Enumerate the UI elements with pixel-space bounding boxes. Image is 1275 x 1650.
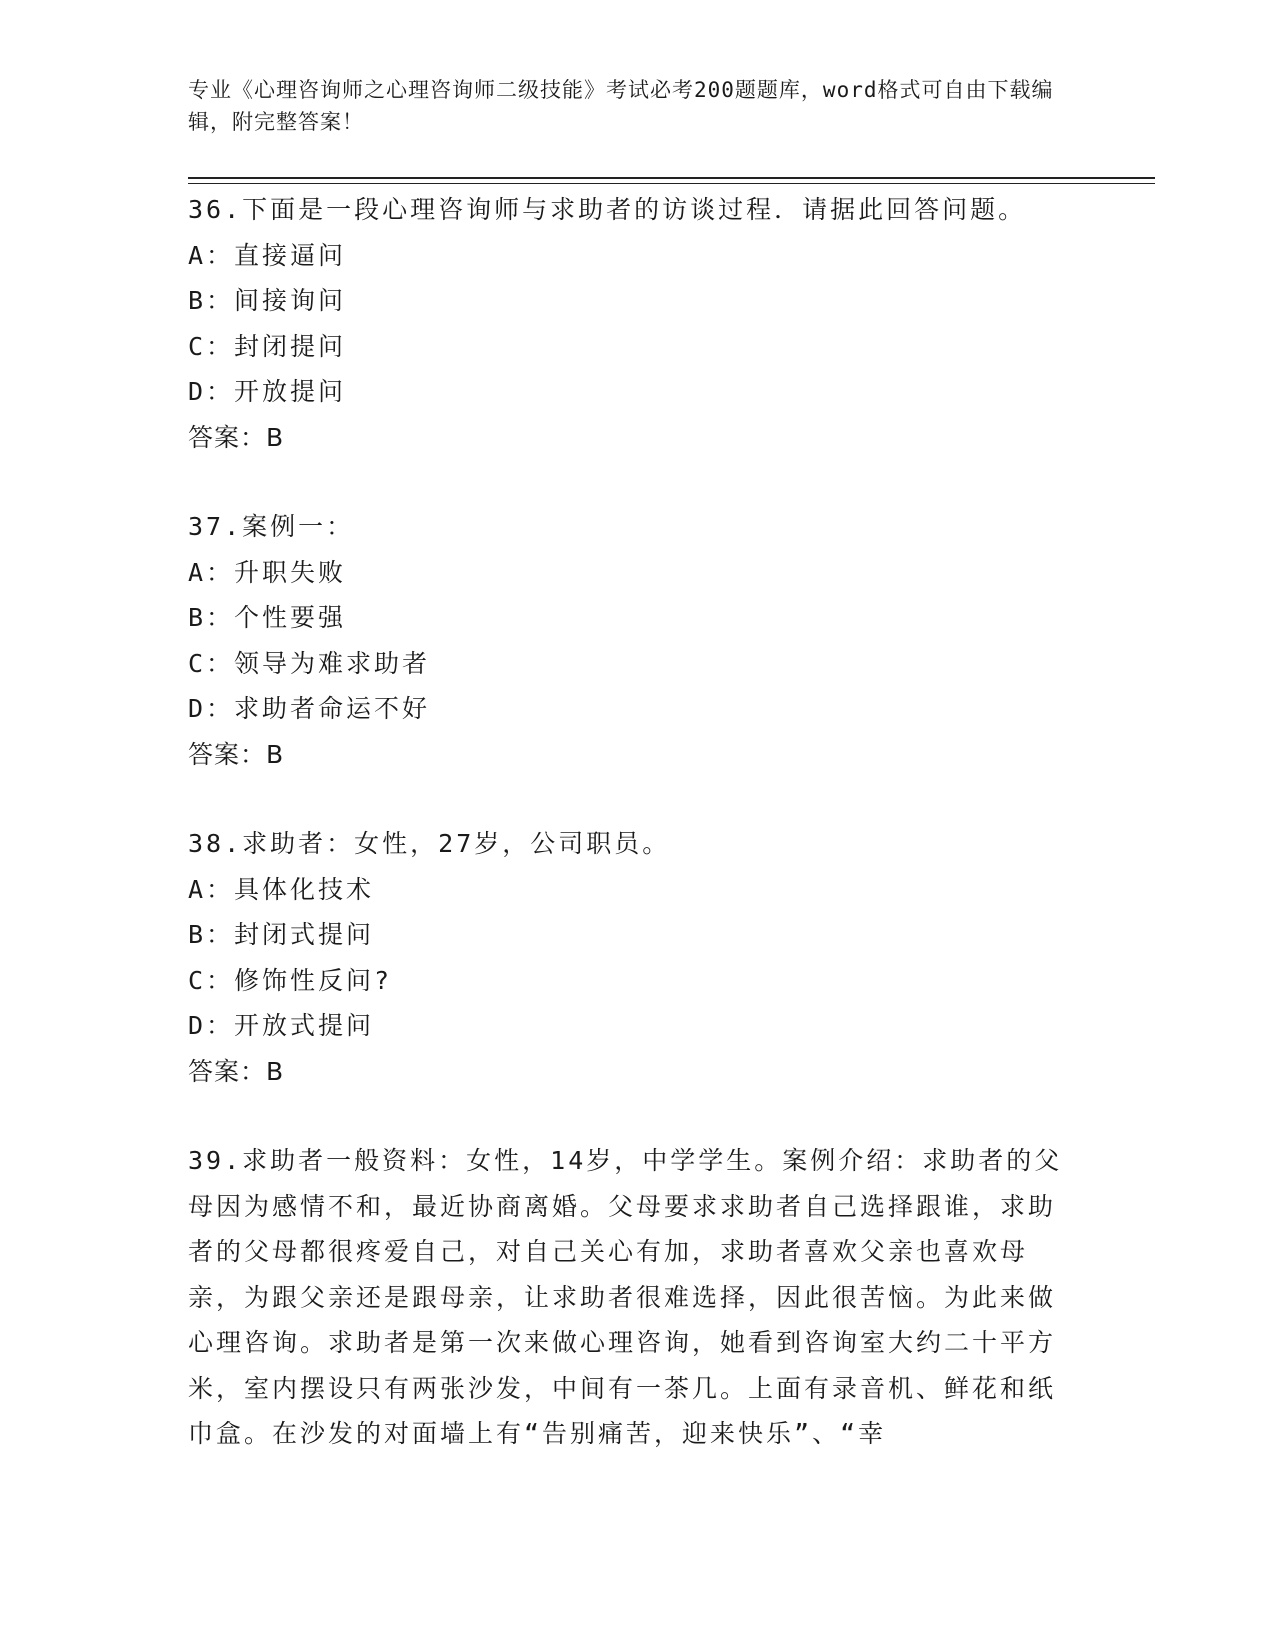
question-37 [188, 504, 1088, 777]
option-d: D：求助者命运不好 [188, 694, 431, 723]
option-d: D：开放提问 [188, 377, 347, 406]
option-b: B：封闭式提问 [188, 920, 375, 949]
question-stem: 38.求助者：女性，27岁，公司职员。 [188, 829, 671, 858]
option-a: A：具体化技术 [188, 874, 375, 904]
option-b: B：间接询问 [188, 286, 347, 315]
header-rule-thin [188, 183, 1155, 184]
answer: 答案：B [188, 739, 285, 769]
question-39 [188, 1138, 1088, 1457]
question-38 [188, 821, 1088, 1094]
question-stem: 39.求助者一般资料：女性，14岁，中学学生。案例介绍：求助者的父母因为感情不和，最近协商离婚。父母要求求助者自己选择跟谁，求助者的父母都很疼爱自己，对自己关心有加，求助者喜欢父亲也喜欢母亲，为跟父亲还是跟母亲，让求助者很难选择，因此很苦恼。为此来做心理咨询。求助者是第一次来做心理咨询，她看到咨询室大约二十平方米，室内摆设只有两张沙发，中间有一茶几。上面有录音机、鲜花和纸巾盒。在沙发的对面墙上有“告别痛苦，迎来快乐”、“幸 [188, 1146, 1063, 1448]
option-a: A：升职失败 [188, 557, 347, 587]
question-36 [188, 187, 1088, 460]
option-c: C：封闭提问 [188, 331, 347, 361]
answer: 答案：B [188, 422, 285, 452]
header-rule-thick [188, 177, 1155, 179]
answer: 答案：B [188, 1056, 285, 1086]
question-stem: 36.下面是一段心理咨询师与求助者的访谈过程．请据此回答问题。 [188, 195, 1027, 224]
option-b: B：个性要强 [188, 603, 347, 632]
option-a: A：直接逼问 [188, 240, 347, 270]
option-c: C：领导为难求助者 [188, 648, 431, 678]
option-d: D：开放式提问 [188, 1011, 375, 1040]
option-c: C：修饰性反问? [188, 965, 393, 995]
question-stem: 37.案例一： [188, 512, 355, 541]
question-list [188, 187, 1088, 1457]
document-header: 专业《心理咨询师之心理咨询师二级技能》考试必考200题题库，word格式可自由下载编辑，附完整答案！ [188, 78, 1054, 134]
